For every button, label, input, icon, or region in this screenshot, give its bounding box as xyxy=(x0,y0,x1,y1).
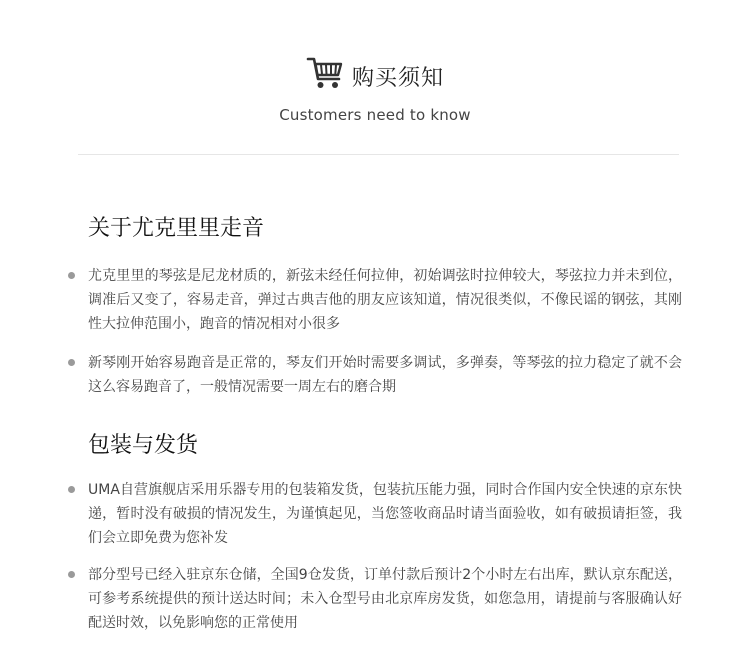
list-item xyxy=(88,563,682,635)
section-tuning xyxy=(88,214,682,399)
list-item xyxy=(88,264,682,336)
bullet-dot-icon xyxy=(68,571,75,578)
section-title: 包装与发货 xyxy=(88,433,199,458)
list-item xyxy=(88,478,682,550)
bullet-dot-icon xyxy=(68,272,75,279)
header-subtitle: Customers need to know xyxy=(279,106,471,124)
bullet-dot-icon xyxy=(68,359,75,366)
section-title: 关于尤克里里走音 xyxy=(88,216,265,241)
header-divider xyxy=(78,154,679,155)
header-title-row xyxy=(0,56,750,96)
list-item-text: 新琴刚开始容易跑音是正常的，琴友们开始时需要多调试，多弹奏，等琴弦的拉力稳定了就不会这么容易跑音了，一般情况需要一周左右的磨合期 xyxy=(88,355,682,395)
list-item-text: UMA自营旗舰店采用乐器专用的包装箱发货，包装抗压能力强，同时合作国内安全快速的京东快递，暂时没有破损的情况发生，为谨慎起见，当您签收商品时请当面验收，如有破损请拒签，我们会立即免费为您补发 xyxy=(88,482,682,546)
list-item-text: 尤克里里的琴弦是尼龙材质的，新弦未经任何拉伸，初始调弦时拉伸较大，琴弦拉力并未到位，调准后又变了，容易走音，弹过古典吉他的朋友应该知道，情况很类似，不像民谣的钢弦，其刚性大拉伸范围小，跑音的情况相对小很多 xyxy=(88,268,682,332)
list-item-text: 部分型号已经入驻京东仓储，全国9仓发货，订单付款后预计2个小时左右出库，默认京东配送，可参考系统提供的预计送达时间；未入仓型号由北京库房发货，如您急用，请提前与客服确认好配送时效，以免影响您的正常使用 xyxy=(88,567,682,631)
notice-header xyxy=(0,56,750,124)
section-shipping xyxy=(88,431,682,635)
header-title: 购买须知 xyxy=(351,65,444,91)
list-item xyxy=(88,351,682,399)
bullet-dot-icon xyxy=(68,486,75,493)
shopping-cart-icon xyxy=(306,55,344,91)
